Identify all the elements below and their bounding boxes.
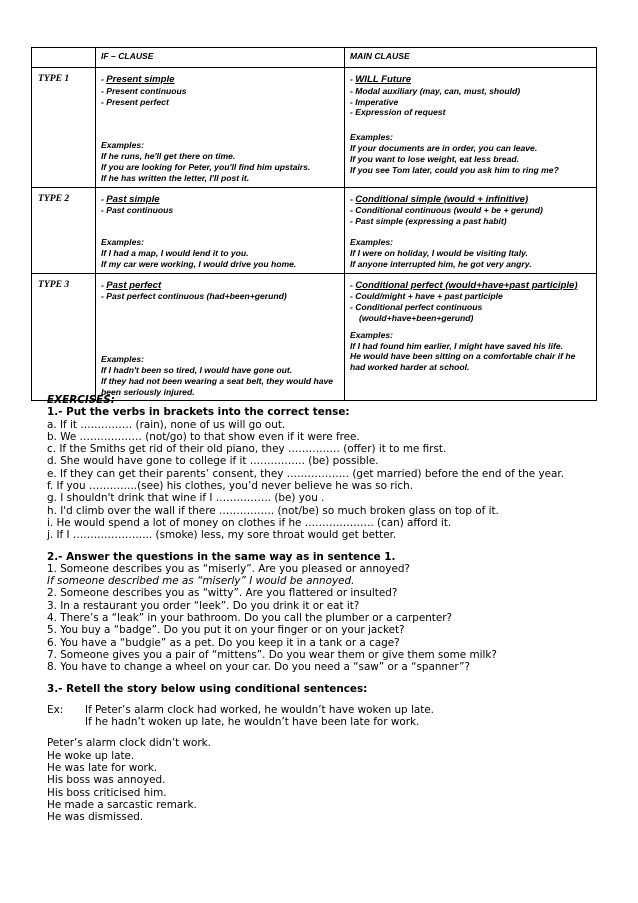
example-sentence: If he hadn’t woken up late, he wouldn’t have been late for work. [85, 716, 420, 729]
examples-label: Examples: [350, 236, 393, 247]
example-sentence: If he runs, he'll get there on time. [101, 151, 236, 162]
examples-label: Examples: [101, 140, 144, 151]
tense-line: - Past continuous [101, 205, 174, 216]
tense-line: - Conditional perfect continuous [350, 302, 483, 313]
if-clause-cell: - Present simple - Present continuous - Present perfect Examples: If he runs, he'll get there on time. If you are looking for Peter, you'll find him upstairs. If he has written the letter, I'll post it. [96, 68, 345, 188]
exercise-item: f. If you …………..(see) his clothes, you’d never believe he was so rich. [47, 480, 414, 493]
exercise-item: 5. You buy a “badge”. Do you put it on your finger or on your jacket? [47, 624, 405, 637]
example-sentence: If anyone interrupted him, he got very angry. [350, 258, 532, 269]
if-clause-cell: - Past simple - Past continuous Examples: If I had a map, I would lend it to you. If my car were working, I would drive you home. [96, 187, 345, 273]
tense-line: - Imperative [350, 96, 399, 107]
tense-line: - Could/might + have + past participle [350, 291, 503, 302]
story-line: He was late for work. [47, 762, 158, 775]
examples-label: Examples: [101, 354, 144, 365]
exercise-item: b. We ……………… (not/go) to that show even if it were free. [47, 430, 360, 443]
table-row-type-2 [32, 187, 597, 273]
table-header-row [32, 48, 597, 68]
example-sentence: If I had found him earlier, I might have saved his life. [350, 340, 563, 351]
exercise-item: d. She would have gone to college if it ……………. (be) possible. [47, 455, 379, 468]
tense-line: (would+have+been+gerund) [359, 312, 474, 323]
header-blank-cell [32, 48, 96, 68]
example-sentence: If they had not been wearing a seat belt, they would have been seriously injured. [101, 375, 334, 397]
exercises-heading: EXERCISES: [47, 394, 115, 406]
type-label: TYPE 1 [32, 68, 96, 188]
tense-title: WILL Future [355, 74, 412, 85]
story-line: He was dismissed. [47, 811, 144, 824]
example-label: Ex: [47, 703, 64, 716]
exercise-item: 7. Someone gives you a pair of “mittens”. Do you wear them or give them some milk? [47, 648, 497, 661]
exercise-item: 3. In a restaurant you order “leek”. Do you drink it or eat it? [47, 599, 360, 612]
story-line: He woke up late. [47, 749, 135, 762]
tense-title: Present simple [106, 74, 175, 85]
example-sentence: If your documents are in order, you can leave. [350, 142, 538, 153]
example-sentence: If you are looking for Peter, you'll find him upstairs. [101, 161, 311, 172]
tense-line: - Expression of request [350, 107, 446, 118]
tense-title: Conditional simple (would + infinitive) [355, 193, 529, 205]
exercise-item: 8. You have to change a wheel on your car. Do you need a “saw” or a “spanner”? [47, 661, 471, 674]
type-label: TYPE 2 [32, 187, 96, 273]
table-row-type-3 [32, 273, 597, 401]
exercise-item: 4. There’s a “leak” in your bathroom. Do you call the plumber or a carpenter? [47, 612, 453, 625]
exercise-item: 2. Someone describes you as “witty”. Are you flattered or insulted? [47, 587, 398, 600]
exercise-item: c. If the Smiths get rid of their old piano, they …………… (offer) it to me first. [47, 443, 447, 456]
tense-line: - Conditional continuous (would + be + gerund) [350, 205, 543, 216]
if-clause-cell: - Past perfect - Past perfect continuous (had+been+gerund) Examples: If I hadn't been so tired, I would have gone out. If they had not been wearing a seat belt, they would have been seriously injured. [96, 273, 345, 401]
story-line: He made a sarcastic remark. [47, 798, 197, 811]
table-row-type-1 [32, 68, 597, 188]
header-main-clause: MAIN CLAUSE [345, 48, 597, 68]
example-sentence: If you see Tom later, could you ask him to ring me? [350, 164, 559, 175]
example-sentence: If he has written the letter, I'll post it. [101, 172, 250, 183]
exercise-item: 6. You have a “budgie” as a pet. Do you keep it in a tank or a cage? [47, 636, 400, 649]
example-sentence: If I had a map, I would lend it to you. [101, 247, 249, 258]
examples-label: Examples: [350, 329, 393, 340]
exercise-item: a. If it …………… (rain), none of us will go out. [47, 418, 286, 431]
exercise-item: e. If they can get their parents’ consent, they ……………… (get married) before the end of the year. [47, 467, 565, 480]
story-line: Peter’s alarm clock didn’t work. [47, 737, 211, 750]
exercise-2-title: 2.- Answer the questions in the same way as in sentence 1. [47, 550, 396, 563]
exercise-item: h. I'd climb over the wall if there ……………. (not/be) so much broken glass on top of it. [47, 504, 499, 517]
exercise-3-title: 3.- Retell the story below using conditional sentences: [47, 682, 368, 695]
tense-title: Past perfect [106, 279, 162, 291]
example-sentence: If I hadn't been so tired, I would have gone out. [101, 364, 293, 375]
tense-line: - Present perfect [101, 96, 169, 107]
tense-title: Past simple [106, 193, 160, 205]
tense-title: Conditional perfect (would+have+past participle) [355, 279, 578, 291]
example-sentence: If I were on holiday, I would be visiting Italy. [350, 247, 528, 258]
tense-line: - Past simple (expressing a past habit) [350, 216, 507, 227]
exercise-item: 1. Someone describes you as “miserly”. Are you pleased or annoyed? [47, 562, 410, 575]
conditionals-table [31, 47, 597, 401]
header-if-clause: IF – CLAUSE [96, 48, 345, 68]
example-sentence: If my car were working, I would drive you home. [101, 258, 297, 269]
exercise-item: i. He would spend a lot of money on clothes if he ……………….. (can) afford it. [47, 516, 452, 529]
examples-label: Examples: [101, 237, 144, 248]
exercise-item: g. I shouldn't drink that wine if I ……………. (be) you . [47, 492, 325, 505]
example-sentence: He would have been sitting on a comfortable chair if he had worked harder at school. [350, 351, 576, 373]
story-line: His boss was annoyed. [47, 774, 166, 787]
example-sentence: If you want to lose weight, eat less bread. [350, 153, 520, 164]
type-label: TYPE 3 [32, 273, 96, 401]
tense-line: - Modal auxiliary (may, can, must, should) [350, 85, 521, 96]
main-clause-cell: - Conditional simple (would + infinitive) - Conditional continuous (would + be + gerund) - Past simple (expressing a past habit) Examples: If I were on holiday, I would be visiting Italy. If anyone interrupted him, he got very angry. [345, 187, 597, 273]
exercises-section [47, 394, 607, 824]
exercise-3-example [47, 704, 607, 716]
tense-line: - Past perfect continuous (had+been+gerund) [101, 291, 287, 302]
exercise-item: j. If I ………………….. (smoke) less, my sore throat would get better. [47, 529, 397, 542]
main-clause-cell: - WILL Future - Modal auxiliary (may, can, must, should) - Imperative - Expression of request Examples: If your documents are in order, you can leave. If you want to lose weight, eat less bread. If you see Tom later, could you ask him to ring me? [345, 68, 597, 188]
exercise-3-example [47, 716, 607, 728]
examples-label: Examples: [350, 132, 393, 143]
exercise-example: If someone described me as “miserly” I would be annoyed. [47, 575, 355, 588]
story-line: His boss criticised him. [47, 786, 167, 799]
main-clause-cell: - Conditional perfect (would+have+past participle) - Could/might + have + past participle - Conditional perfect continuous (would+have+been+gerund) Examples: If I had found him earlier, I might have saved his life. He would have been sitting on a comfortable chair if he had worked harder at school. [345, 273, 597, 401]
tense-line: - Present continuous [101, 85, 187, 96]
exercise-1-title: 1.- Put the verbs in brackets into the correct tense: [47, 406, 350, 419]
example-sentence: If Peter’s alarm clock had worked, he wouldn’t have woken up late. [85, 703, 434, 716]
